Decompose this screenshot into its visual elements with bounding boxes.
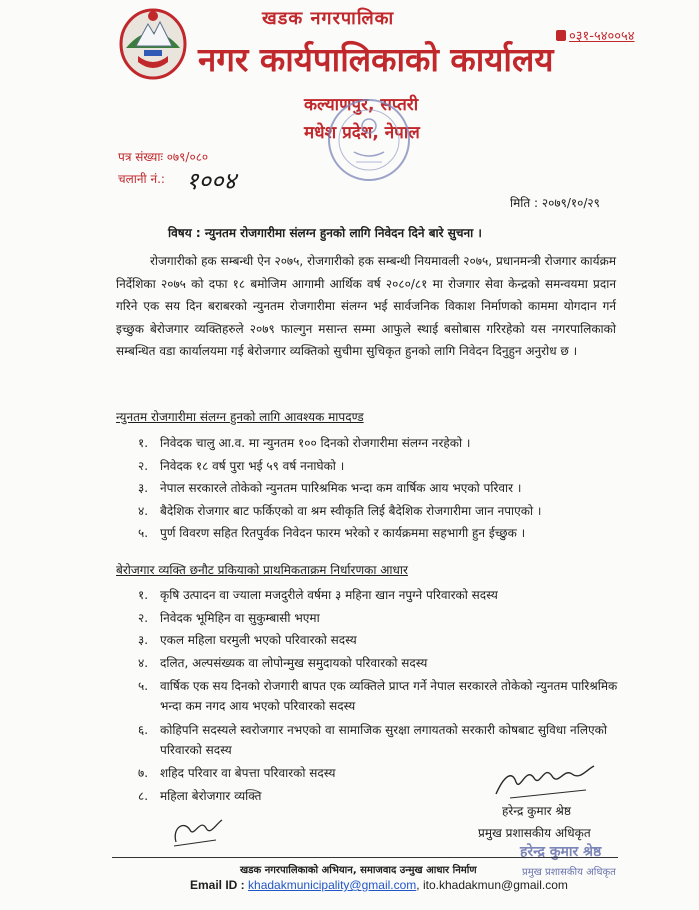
office-name: नगर कार्यपालिकाको कार्यालय [198, 40, 554, 79]
handwritten-signature [490, 756, 600, 804]
footer-divider [112, 857, 618, 858]
list-item: ३. एकल महिला घरमुली भएको परिवारको सदस्य [138, 633, 357, 648]
footer-motto: खडक नगरपालिकाको अभियान, समाजवाद उन्मुख आधार निर्माण [240, 865, 477, 876]
list-item: १. कृषि उत्पादन वा ज्याला मजदुरीले वर्षमा ३ महिना खान नपुग्ने परिवारको सदस्य [138, 588, 498, 602]
issue-date: मिति : २०७९/१०/२९ [510, 196, 600, 210]
phone-number: ०३१-५४००५४ [556, 26, 635, 44]
list-item: २. निवेदक भूमिहिन वा सुकुम्बासी भएमा [138, 610, 320, 625]
dispatch-number: १००४ [186, 167, 236, 195]
list-item: ४. बैदेशिक रोजगार बाट फर्किएको वा श्रम स्वीकृति लिई बैदेशिक रोजगारीमा जान नपाएको । [138, 503, 542, 518]
telephone-icon [556, 30, 566, 41]
notice-subject: विषय : न्युनतम रोजगारीमा संलग्न हुनको लागि निवेदन दिने बारे सुचना । [168, 226, 482, 240]
initials-signature [170, 812, 226, 850]
seal-stamp-name: हरेन्द्र कुमार श्रेष्ठ [520, 844, 602, 860]
footer-email [190, 878, 568, 892]
office-stamp-icon [322, 96, 416, 184]
list-item: ८. महिला बेरोजगार व्यक्ति [138, 788, 262, 803]
email-secondary: ito.khadakmun@gmail.com [422, 878, 568, 892]
seal-stamp-title: प्रमुख प्रशासकीय अधिकृत [522, 867, 616, 878]
list-item: ६. कोहिपनि सदस्यले स्वरोजगार नभएको वा सामाजिक सुरक्षा लगायतको सरकारी कोषबाट सुविधा नलिएको परिवारको सदस्य [138, 723, 607, 758]
municipality-name: खडक नगरपालिका [262, 8, 395, 29]
office-location: कल्याणपुर, सप्तरी [304, 95, 419, 115]
email-label: Email ID : [190, 878, 245, 892]
nepal-emblem-icon [118, 6, 188, 80]
reference-number: पत्र संख्याः ०७९/०८० [118, 150, 209, 164]
list-item: ५. वार्षिक एक सय दिनको रोजगारी बापत एक व्यक्तिले प्राप्त गर्ने नेपाल सरकारले तोकेको न्युनतम पारिश्रमिक भन्दा कम नगद आय भएको परिवारको सदस्य [138, 679, 618, 714]
criteria-list [138, 432, 541, 545]
signatory-title: प्रमुख प्रशासकीय अधिकृत [478, 826, 591, 840]
priority-heading: बेरोजगार व्यक्ति छनौट प्रकियाको प्राथमिकताक्रम निर्धारणका आधार [116, 563, 408, 577]
list-item: ५. पुर्ण विवरण सहित रितपुर्वक निवेदन फारम भरेको र कार्यक्रममा सहभागी हुन ईच्छुक । [138, 526, 526, 541]
list-item: ४. दलित, अल्पसंख्यक वा लोपोन्मुख समुदायको परिवारको सदस्य [138, 655, 428, 670]
list-item: २. निवेदक १८ वर्ष पुरा भई ५९ वर्ष ननाघेको । [138, 458, 345, 473]
signatory-name: हरेन्द्र कुमार श्रेष्ठ [502, 804, 571, 818]
notice-body: रोजगारीको हक सम्बन्धी ऐन २०७५, रोजगारीको हक सम्बन्धी नियमावली २०७५, प्रधानमन्त्री रोजगार कार्यक्रम निर्देशिका २०७५ को दफा १८ बमोजिम आगामी आर्थिक वर्ष २०८०/८१ मा रोजगार सेवा केन्द्रको समन्वयमा प्रदान गरिने एक सय दिन बराबरको न्युनतम रोजगारीमा संलग्न भई सार्वजनिक विकाश निर्माणको काममा योगदान गर्न इच्छुक बेरोजगार व्यक्तिहरुले २०७९ फाल्गुन मसान्त सम्मा आफुले स्थाई बसोबास गरिरहेको यस नगरपालिकाको सम्बन्धित वडा कार्यालयमा गई बेरोजगार व्यक्तिको सुचीमा सुचिकृत हुनको लागि निवेदन दिनुहुन अनुरोध छ । [116, 254, 616, 359]
list-item: ७. शहिद परिवार वा बेपत्ता परिवारको सदस्य [138, 766, 336, 781]
criteria-heading: न्युनतम रोजगारीमा संलग्न हुनको लागि आवश्यक मापदण्ड [116, 410, 364, 424]
office-province: मधेश प्रदेश, नेपाल [304, 123, 420, 143]
list-item: ३. नेपाल सरकारले तोकेको न्युनतम पारिश्रमिक भन्दा कम वार्षिक आय भएको परिवार । [138, 481, 522, 496]
email-separator: , [416, 878, 420, 892]
email-link-primary[interactable]: khadakmunicipality@gmail.com [248, 878, 417, 892]
dispatch-label: चलानी नं.: [118, 172, 165, 186]
list-item: १. निवेदक चालु आ.व. मा न्युनतम १०० दिनको रोजगारीमा संलग्न नरहेको । [138, 436, 471, 450]
